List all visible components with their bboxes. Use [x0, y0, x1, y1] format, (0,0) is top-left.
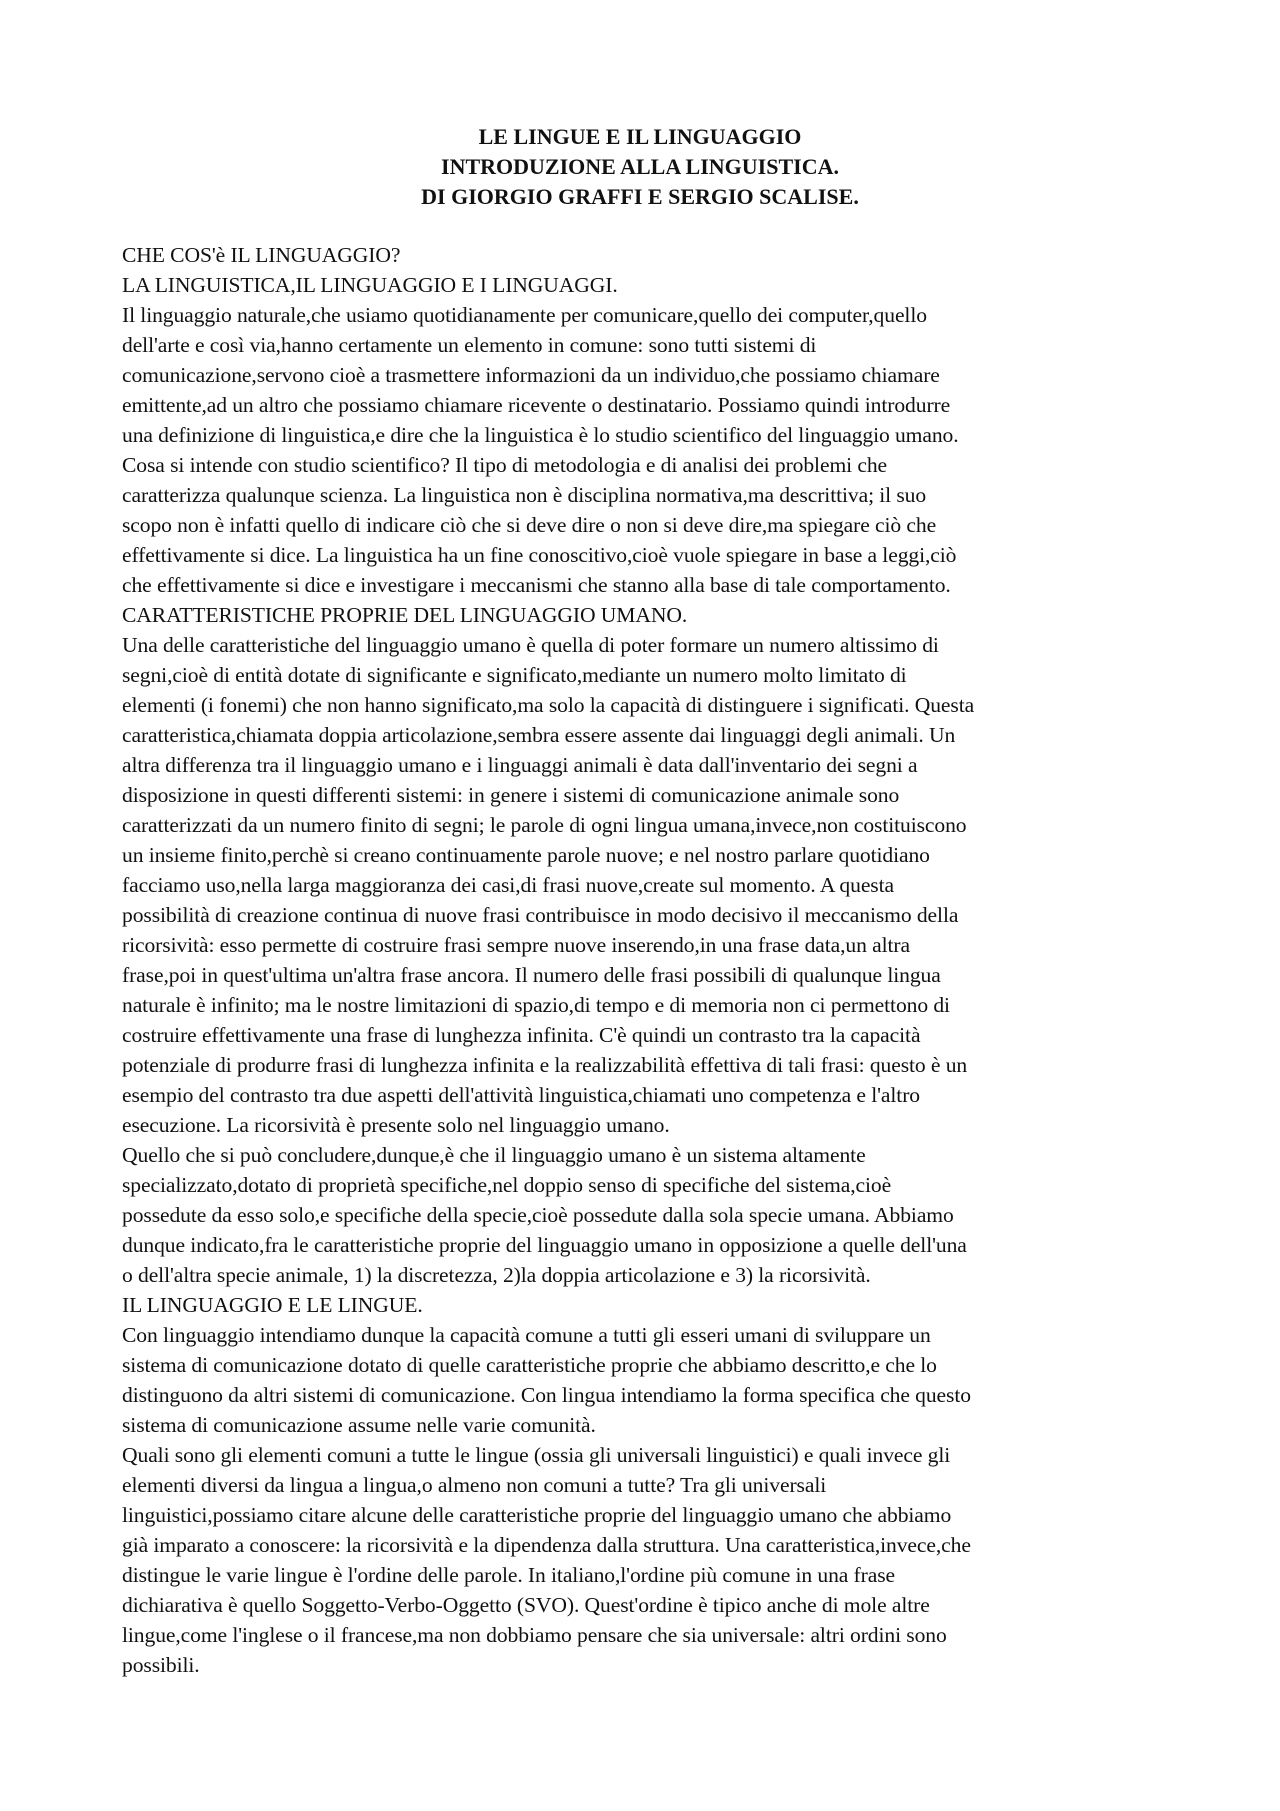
text-line: Quello che si può concludere,dunque,è che il linguaggio umano è un sistema altamente	[122, 1143, 866, 1167]
text-line: caratterizza qualunque scienza. La linguistica non è disciplina normativa,ma descrittiva; il suo	[122, 483, 927, 507]
text-line: disposizione in questi differenti sistemi: in genere i sistemi di comunicazione animale sono	[122, 783, 900, 807]
text-line: altra differenza tra il linguaggio umano e i linguaggi animali è data dall'inventario dei segni a	[122, 753, 918, 777]
text-line: o dell'altra specie animale, 1) la discretezza, 2)la doppia articolazione e 3) la ricorsività.	[122, 1263, 871, 1287]
text-line: IL LINGUAGGIO E LE LINGUE.	[122, 1293, 423, 1317]
title-line: LE LINGUE E IL LINGUAGGIO	[478, 124, 802, 149]
text-line: dunque indicato,fra le caratteristiche proprie del linguaggio umano in opposizione a quelle dell'una	[122, 1233, 967, 1257]
text-line: lingue,come l'inglese o il francese,ma non dobbiamo pensare che sia universale: altri ordini sono	[122, 1623, 947, 1647]
text-line: sistema di comunicazione assume nelle varie comunità.	[122, 1413, 596, 1437]
text-line: naturale è infinito; ma le nostre limitazioni di spazio,di tempo e di memoria non ci permettono di	[122, 993, 950, 1017]
text-line: che effettivamente si dice e investigare i meccanismi che stanno alla base di tale comportamento.	[122, 573, 951, 597]
text-line: caratterizzati da un numero finito di segni; le parole di ogni lingua umana,invece,non costituiscono	[122, 813, 967, 837]
text-line: una definizione di linguistica,e dire che la linguistica è lo studio scientifico del linguaggio umano.	[122, 423, 959, 447]
text-line: potenziale di produrre frasi di lunghezza infinita e la realizzabilità effettiva di tali frasi: questo è un	[122, 1053, 968, 1077]
text-line: CARATTERISTICHE PROPRIE DEL LINGUAGGIO UMANO.	[122, 603, 688, 627]
text-line: Una delle caratteristiche del linguaggio umano è quella di poter formare un numero altissimo di	[122, 633, 939, 657]
text-line: elementi (i fonemi) che non hanno significato,ma solo la capacità di distinguere i significati. Questa	[122, 693, 975, 717]
text-line: ricorsività: esso permette di costruire frasi sempre nuove inserendo,in una frase data,un altra	[122, 933, 910, 957]
text-line: esempio del contrasto tra due aspetti dell'attività linguistica,chiamati uno competenza e l'altro	[122, 1083, 920, 1107]
text-line: costruire effettivamente una frase di lunghezza infinita. C'è quindi un contrasto tra la capacità	[122, 1023, 921, 1047]
text-line: segni,cioè di entità dotate di significante e significato,mediante un numero molto limitato di	[122, 663, 907, 687]
text-line: Il linguaggio naturale,che usiamo quotidianamente per comunicare,quello dei computer,quello	[122, 303, 927, 327]
text-line: un insieme finito,perchè si creano continuamente parole nuove; e nel nostro parlare quotidiano	[122, 843, 930, 867]
text-line: dell'arte e così via,hanno certamente un elemento in comune: sono tutti sistemi di	[122, 333, 817, 357]
document-title	[120, 122, 1160, 212]
text-line: specializzato,dotato di proprietà specifiche,nel doppio senso di specifiche del sistema,cioè	[122, 1173, 892, 1197]
text-line: LA LINGUISTICA,IL LINGUAGGIO E I LINGUAGGI.	[122, 273, 618, 297]
title-line: DI GIORGIO GRAFFI E SERGIO SCALISE.	[421, 184, 859, 209]
text-line: dichiarativa è quello Soggetto-Verbo-Oggetto (SVO). Quest'ordine è tipico anche di mole altre	[122, 1593, 930, 1617]
text-line: Con linguaggio intendiamo dunque la capacità comune a tutti gli esseri umani di sviluppare un	[122, 1323, 931, 1347]
document-body	[122, 240, 1162, 1680]
text-line: linguistici,possiamo citare alcune delle caratteristiche proprie del linguaggio umano che abbiamo	[122, 1503, 952, 1527]
text-line: scopo non è infatti quello di indicare ciò che si deve dire o non si deve dire,ma spiegare ciò che	[122, 513, 937, 537]
text-line: esecuzione. La ricorsività è presente solo nel linguaggio umano.	[122, 1113, 670, 1137]
text-line: CHE COS'è IL LINGUAGGIO?	[122, 243, 401, 267]
text-line: effettivamente si dice. La linguistica ha un fine conoscitivo,cioè vuole spiegare in base a leggi,ciò	[122, 543, 957, 567]
text-line: possibili.	[122, 1653, 200, 1677]
text-line: frase,poi in quest'ultima un'altra frase ancora. Il numero delle frasi possibili di qualunque lingua	[122, 963, 941, 987]
text-line: elementi diversi da lingua a lingua,o almeno non comuni a tutte? Tra gli universali	[122, 1473, 827, 1497]
text-line: distinguono da altri sistemi di comunicazione. Con lingua intendiamo la forma specifica che questo	[122, 1383, 971, 1407]
text-line: Quali sono gli elementi comuni a tutte le lingue (ossia gli universali linguistici) e quali invece gli	[122, 1443, 951, 1467]
text-line: facciamo uso,nella larga maggioranza dei casi,di frasi nuove,create sul momento. A questa	[122, 873, 894, 897]
title-line: INTRODUZIONE ALLA LINGUISTICA.	[441, 154, 839, 179]
text-line: possedute da esso solo,e specifiche della specie,cioè possedute dalla sola specie umana. Abbiamo	[122, 1203, 954, 1227]
text-line: sistema di comunicazione dotato di quelle caratteristiche proprie che abbiamo descritto,e che lo	[122, 1353, 937, 1377]
text-line: Cosa si intende con studio scientifico? Il tipo di metodologia e di analisi dei problemi che	[122, 453, 888, 477]
text-line: già imparato a conoscere: la ricorsività e la dipendenza dalla struttura. Una caratteristica,invece,che	[122, 1533, 971, 1557]
text-line: emittente,ad un altro che possiamo chiamare ricevente o destinatario. Possiamo quindi introdurre	[122, 393, 951, 417]
text-line: comunicazione,servono cioè a trasmettere informazioni da un individuo,che possiamo chiamare	[122, 363, 940, 387]
text-line: distingue le varie lingue è l'ordine delle parole. In italiano,l'ordine più comune in una frase	[122, 1563, 896, 1587]
text-line: caratteristica,chiamata doppia articolazione,sembra essere assente dai linguaggi degli animali. Un	[122, 723, 956, 747]
text-line: possibilità di creazione continua di nuove frasi contribuisce in modo decisivo il meccanismo della	[122, 903, 959, 927]
